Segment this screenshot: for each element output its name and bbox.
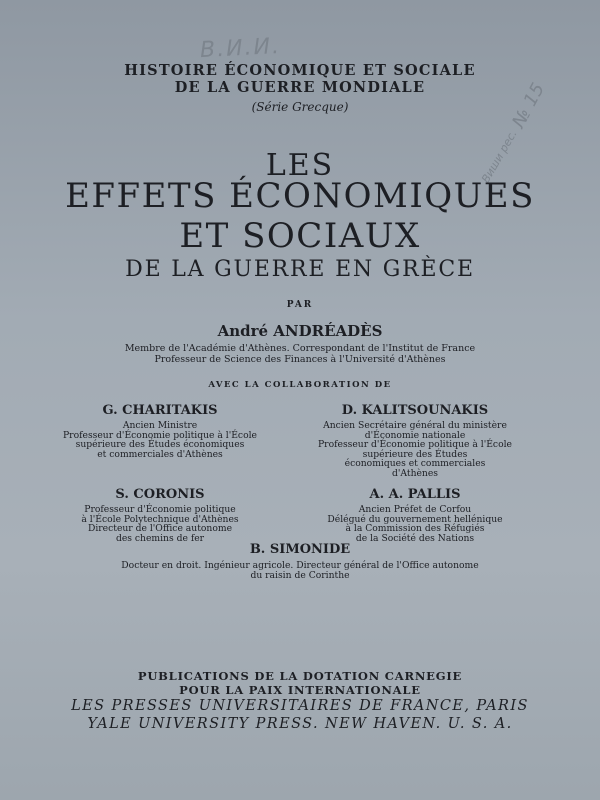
collaborator-desc: du raisin de Corinthe <box>250 569 350 581</box>
collaborator-desc: des chemins de fer <box>115 532 205 544</box>
collaborator-simonide <box>0 542 600 580</box>
collaborator-desc: Ancien Préfet de Corfou <box>358 504 472 515</box>
book-title-line4: DE LA GUERRE EN GRÈCE <box>125 257 475 282</box>
book-title-line3: ET SOCIAUX <box>179 216 421 256</box>
collaborator-desc: à l'École Polytechnique d'Athènes <box>81 513 239 525</box>
collaborator-kalitsounakis <box>290 403 540 479</box>
collaborator-name: G. CHARITAKIS <box>102 403 218 418</box>
collaborator-name: D. KALITSOUNAKIS <box>341 403 489 418</box>
collaborator-pallis <box>290 487 540 543</box>
book-title-line1: LES <box>265 148 335 183</box>
collaborator-desc: d'Athènes <box>392 467 438 479</box>
series-title-line1: HISTOIRE ÉCONOMIQUE ET SOCIALE <box>124 62 476 79</box>
author-name: André ANDRÉADÈS <box>217 322 383 340</box>
collaborator-charitakis <box>35 403 285 459</box>
handwritten-mark: В.И.И. <box>199 33 282 64</box>
collaborator-desc: économiques et commerciales <box>344 458 486 470</box>
collaborator-desc: Professeur d'Économie politique à l'École <box>63 429 257 441</box>
collaborator-desc: et commerciales d'Athènes <box>97 448 223 460</box>
collaborator-desc: Directeur de l'Office autonome <box>87 523 233 535</box>
handwritten-number: № 15 <box>508 79 550 132</box>
collaborator-desc: Délégué du gouvernement hellénique <box>327 513 503 525</box>
collaborator-desc: supérieure des Études <box>362 448 468 460</box>
by-label: PAR <box>286 300 314 310</box>
collaborator-desc: Professeur d'Économie politique à l'École <box>318 439 512 451</box>
book-title-line2: EFFETS ÉCONOMIQUES <box>65 176 535 216</box>
collaborator-name: A. A. PALLIS <box>369 487 461 502</box>
collaborator-desc: Professeur d'Économie politique <box>84 504 236 515</box>
series-subtitle: (Série Grecque) <box>251 100 349 114</box>
press-line1: LES PRESSES UNIVERSITAIRES DE FRANCE, PARIS <box>71 698 529 714</box>
collaborator-desc: supérieure des Études économiques <box>75 439 245 451</box>
series-title-line2: DE LA GUERRE MONDIALE <box>174 79 426 96</box>
collaborator-coronis <box>35 487 285 543</box>
collaborator-desc: d'Économie nationale <box>364 429 466 441</box>
publisher-line1: PUBLICATIONS DE LA DOTATION CARNEGIE <box>137 669 463 683</box>
collaborator-name: S. CORONIS <box>115 487 205 502</box>
press-line2: YALE UNIVERSITY PRESS. NEW HAVEN. U. S. A. <box>87 716 513 732</box>
collaborator-desc: Docteur en droit. Ingénieur agricole. Directeur général de l'Office autonome <box>121 560 479 571</box>
collaboration-heading: AVEC LA COLLABORATION DE <box>208 380 392 390</box>
author-title-line2: Professeur de Science des Finances à l'Université d'Athènes <box>154 354 446 365</box>
publisher-line2: POUR LA PAIX INTERNATIONALE <box>179 683 421 697</box>
collaborator-name: B. SIMONIDE <box>249 542 351 557</box>
handwritten-note: Виши рес. <box>479 127 520 186</box>
author-title-line1: Membre de l'Académie d'Athènes. Correspondant de l'Institut de France <box>124 343 476 354</box>
collaborator-desc: Ancien Ministre <box>122 420 198 431</box>
collaborator-desc: à la Commission des Réfugiés <box>345 523 485 535</box>
collaborator-desc: de la Société des Nations <box>355 532 475 544</box>
collaborator-desc: Ancien Secrétaire général du ministère <box>323 420 507 431</box>
